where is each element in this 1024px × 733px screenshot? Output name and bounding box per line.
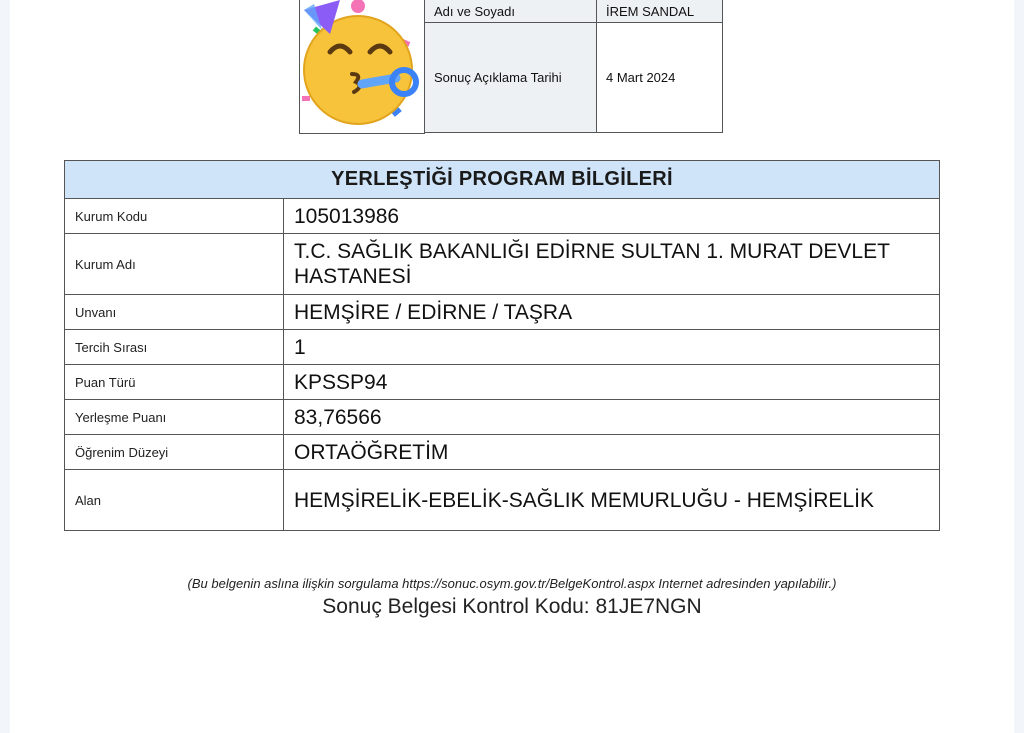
row-label: Tercih Sırası bbox=[65, 330, 284, 365]
table-row bbox=[65, 199, 940, 234]
table-row bbox=[65, 400, 940, 435]
row-value: 105013986 bbox=[284, 199, 940, 234]
date-label: Sonuç Açıklama Tarihi bbox=[425, 23, 597, 133]
row-value: HEMŞİRELİK-EBELİK-SAĞLIK MEMURLUĞU - HEMŞİRELİK bbox=[284, 470, 940, 531]
verification-note: (Bu belgenin aslına ilişkin sorgulama https://sonuc.osym.gov.tr/BelgeKontrol.aspx Internet adresinden yapılabilir.) bbox=[187, 576, 837, 591]
program-info-title: YERLEŞTİĞİ PROGRAM BİLGİLERİ bbox=[65, 161, 940, 199]
row-value: 83,76566 bbox=[284, 400, 940, 435]
table-row bbox=[65, 435, 940, 470]
table-row bbox=[65, 295, 940, 330]
row-label: Kurum Kodu bbox=[65, 199, 284, 234]
row-label: Kurum Adı bbox=[65, 234, 284, 295]
row-label: Öğrenim Düzeyi bbox=[65, 435, 284, 470]
table-row bbox=[65, 234, 940, 295]
date-row bbox=[425, 23, 723, 133]
photo-box bbox=[299, 0, 425, 134]
row-label: Puan Türü bbox=[65, 365, 284, 400]
row-value: 1 bbox=[284, 330, 940, 365]
row-value: T.C. SAĞLIK BAKANLIĞI EDİRNE SULTAN 1. MURAT DEVLET HASTANESİ bbox=[284, 234, 940, 295]
party-face-emoji-icon bbox=[300, 0, 424, 133]
name-label: Adı ve Soyadı bbox=[425, 0, 597, 23]
table-row bbox=[65, 330, 940, 365]
row-value: ORTAÖĞRETİM bbox=[284, 435, 940, 470]
name-row bbox=[425, 0, 723, 23]
row-label: Unvanı bbox=[65, 295, 284, 330]
table-row bbox=[65, 470, 940, 531]
control-code: Sonuç Belgesi Kontrol Kodu: 81JE7NGN bbox=[322, 595, 702, 618]
name-value: İREM SANDAL bbox=[597, 0, 723, 23]
row-label: Yerleşme Puanı bbox=[65, 400, 284, 435]
program-info-table bbox=[64, 160, 940, 531]
row-value: HEMŞİRE / EDİRNE / TAŞRA bbox=[284, 295, 940, 330]
row-label: Alan bbox=[65, 470, 284, 531]
date-value: 4 Mart 2024 bbox=[597, 23, 723, 133]
identity-table bbox=[424, 0, 723, 133]
row-value: KPSSP94 bbox=[284, 365, 940, 400]
table-row bbox=[65, 365, 940, 400]
